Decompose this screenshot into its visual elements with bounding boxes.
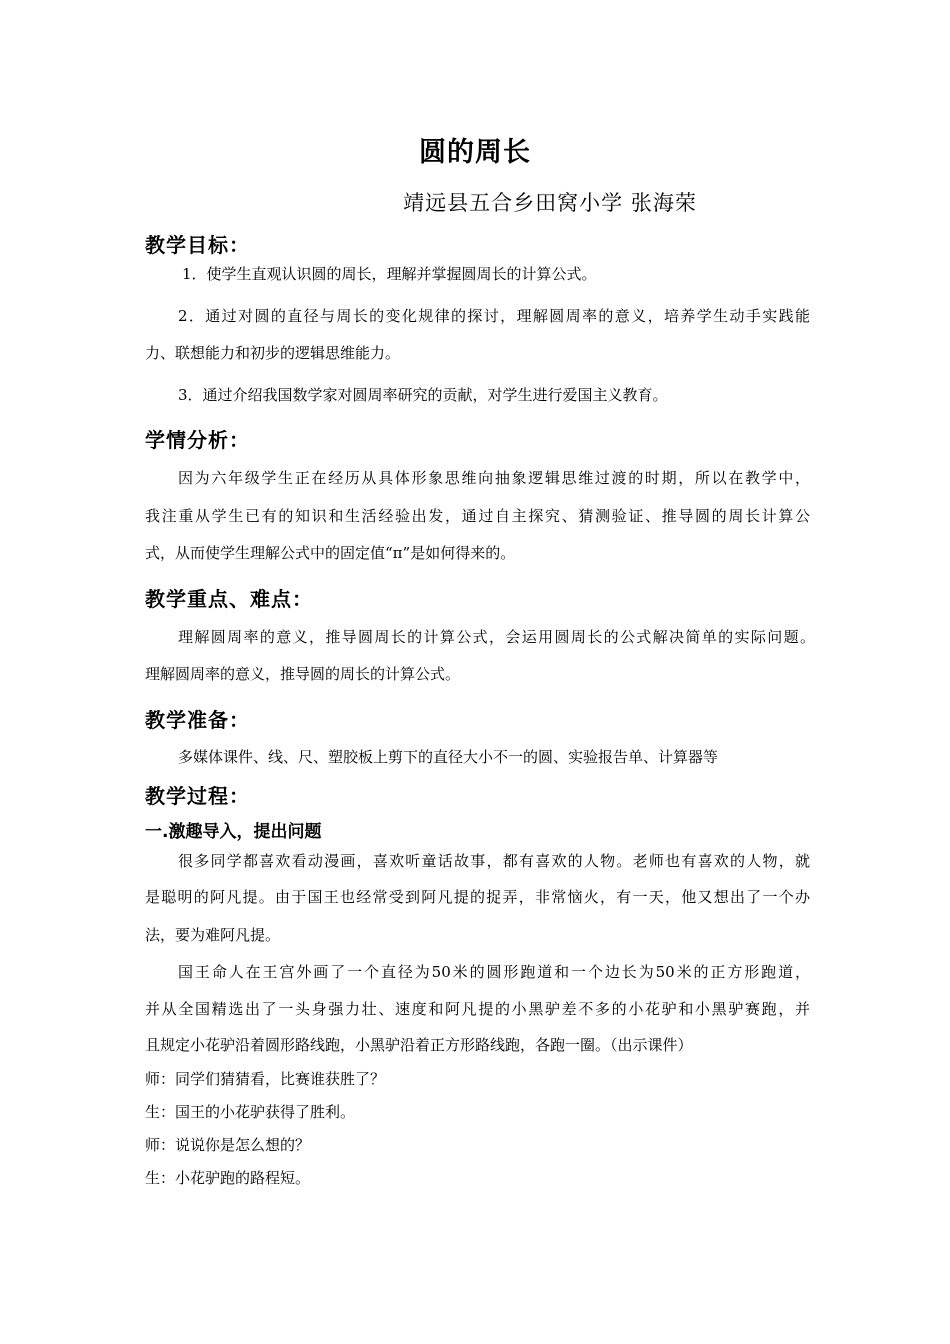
analysis-line: 我注重从学生已有的知识和生活经验出发，通过自主探究、猜测验证、推导圆的周长计算公 <box>145 507 810 525</box>
key-points-line: 理解圆周率的意义，推导圆周长的计算公式，会运用圆周长的公式解决简单的实际问题。 <box>178 628 815 646</box>
process-line: 并从全国精选出了一头身强力壮、速度和阿凡提的小黑驴差不多的小花驴和小黑驴赛跑，并 <box>145 1000 810 1018</box>
author-line: 靖远县五合乡田窝小学 张海荣 <box>403 191 697 215</box>
analysis-line: 式，从而使学生理解公式中的固定值“π”是如何得来的。 <box>145 544 516 562</box>
process-line: 国王命人在王宫外画了一个直径为50米的圆形跑道和一个边长为50米的正方形跑道， <box>178 963 810 981</box>
dialogue-line: 生：国王的小花驴获得了胜利。 <box>145 1103 356 1121</box>
preparation-line: 多媒体课件、线、尺、塑胶板上剪下的直径大小不一的圆、实验报告单、计算器等 <box>178 748 719 766</box>
process-line: 是聪明的阿凡提。由于国王也经常受到阿凡提的捉弄，非常恼火，有一天，他又想出了一个办 <box>145 888 810 906</box>
analysis-line: 因为六年级学生正在经历从具体形象思维向抽象逻辑思维过渡的时期，所以在教学中， <box>178 469 810 487</box>
process-line: 很多同学都喜欢看动漫画，喜欢听童话故事，都有喜欢的人物。老师也有喜欢的人物，就 <box>178 852 810 870</box>
key-points-heading: 教学重点、难点： <box>145 587 313 611</box>
process-heading: 教学过程： <box>145 784 250 808</box>
objectives-heading: 教学目标： <box>145 233 250 257</box>
dialogue-line: 生：小花驴跑的路程短。 <box>145 1169 311 1187</box>
objective-item: 3．通过介绍我国数学家对圆周率研究的贡献，对学生进行爱国主义教育。 <box>178 386 668 404</box>
objective-item: 1．使学生直观认识圆的周长，理解并掌握圆周长的计算公式。 <box>182 265 597 283</box>
key-points-line: 理解圆周率的意义，推导圆的周长的计算公式。 <box>145 665 461 683</box>
dialogue-line: 师：同学们猜猜看，比赛谁获胜了？ <box>145 1070 386 1088</box>
dialogue-line: 师：说说你是怎么想的？ <box>145 1136 311 1154</box>
process-subheading: 一.激趣导入，提出问题 <box>145 822 322 842</box>
process-line: 法，要为难阿凡提。 <box>145 926 281 944</box>
preparation-heading: 教学准备： <box>145 708 250 732</box>
analysis-heading: 学情分析： <box>145 428 250 452</box>
document-title: 圆的周长 <box>419 137 531 168</box>
objective-item-continued: 力、联想能力和初步的逻辑思维能力。 <box>145 344 401 362</box>
objective-item: 2．通过对圆的直径与周长的变化规律的探讨，理解圆周率的意义，培养学生动手实践能 <box>178 307 810 325</box>
process-line: 且规定小花驴沿着圆形路线跑，小黑驴沿着正方形路线跑，各跑一圈。（出示课件） <box>145 1036 693 1054</box>
